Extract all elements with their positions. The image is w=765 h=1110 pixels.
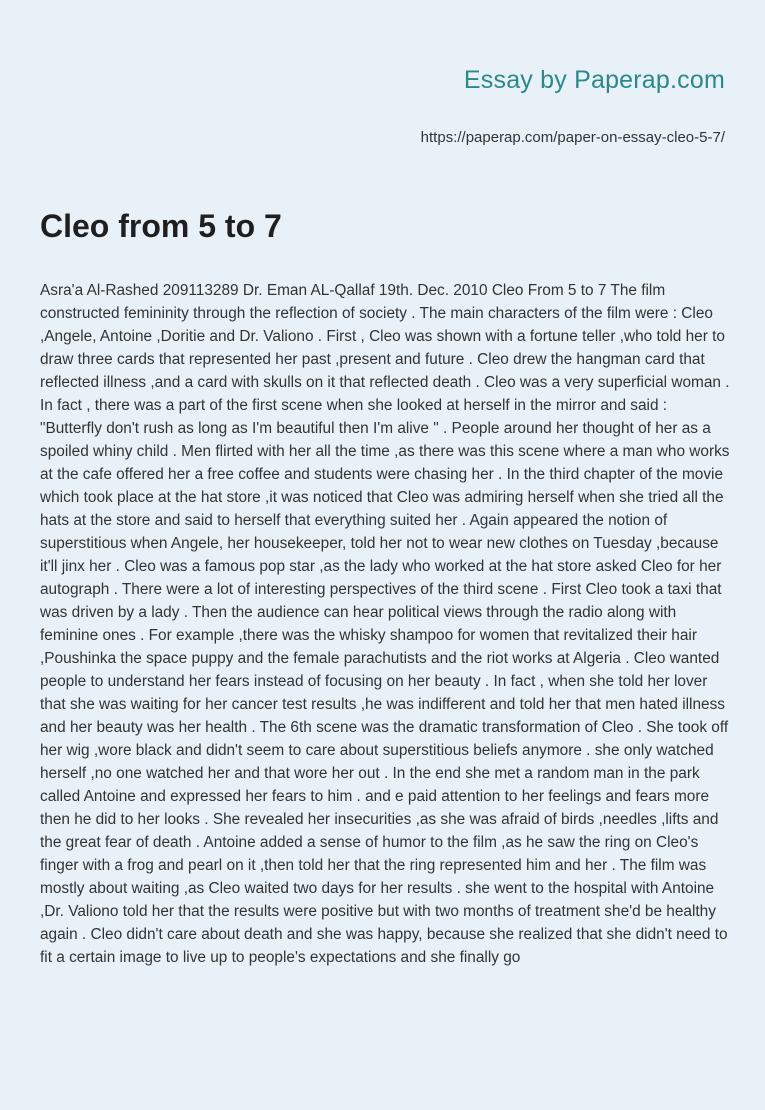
page-title: Cleo from 5 to 7 [40, 208, 282, 244]
brand-title[interactable]: Essay by Paperap.com [463, 66, 725, 94]
essay-body-text: Asra'a Al-Rashed 209113289 Dr. Eman AL-Qallaf 19th. Dec. 2010 Cleo From 5 to 7 The film constructed femininity through the reflection of society . The main characters of the film were : Cleo ,Angele, Antoine ,Doritie and Dr. Valiono . First , Cleo was shown with a fortune teller ,who told her to draw three cards that represented her past ,present and future . Cleo drew the hangman card that reflected illness ,and a card with skulls on it that reflected death . Cleo was a very superficial woman . In fact , there was a part of the first scene when she looked at herself in the mirror and said : "Butterfly don't rush as long as I'm beautiful then I'm alive " . People around her thought of her as a spoiled whiny child . Men flirted with her all the time ,as there was this scene where a man who works at the cafe offered her a free coffee and students were chasing her . In the third chapter of the movie which took place at the hat store ,it was noticed that Cleo was admiring herself when she tried all the hats at the store and said to herself that everything suited her . Again appeared the notion of superstitious when Angele, her housekeeper, told her not to wear new clothes on Tuesday ,because it'll jinx her . Cleo was a famous pop star ,as the lady who worked at the hat store asked Cleo for her autograph . There were a lot of interesting perspectives of the third scene . First Cleo took a taxi that was driven by a lady . Then the audience can hear political views through the radio along with feminine ones . For example ,there was the whisky shampoo for women that revitalized their hair ,Poushinka the space puppy and the female parachutists and the riot works at Algeria . Cleo wanted people to understand her fears instead of focusing on her beauty . In fact , when she told her lover that she was waiting for her cancer test results ,he was indifferent and told her that men hated illness and her beauty was her health . The 6th scene was the dramatic transformation of Cleo . She took off her wig ,wore black and didn't seem to care about superstitious beliefs anymore . she only watched herself ,no one watched her and that wore her out . In the end she met a random man in the park called Antoine and expressed her fears to him . and e paid attention to her feelings and fears more then he did to her looks . She revealed her insecurities ,as she was afraid of birds ,needles ,lifts and the great fear of death . Antoine added a sense of humor to the film ,as he saw the ring on Cleo's finger with a frog and pearl on it ,then told her that the ring represented him and her . The film was mostly about waiting ,as Cleo waited two days for her results . she went to the hospital with Antoine ,Dr. Valiono told her that the results were positive but with two months of treatment she'd be healthy again . Cleo didn't care about death and she was happy, because she realized that she didn't need to fit a certain image to live up to people's expectations and she finally go [40, 282, 730, 966]
source-url-link[interactable]: https://paperap.com/paper-on-essay-cleo-5-7/ [420, 129, 725, 146]
